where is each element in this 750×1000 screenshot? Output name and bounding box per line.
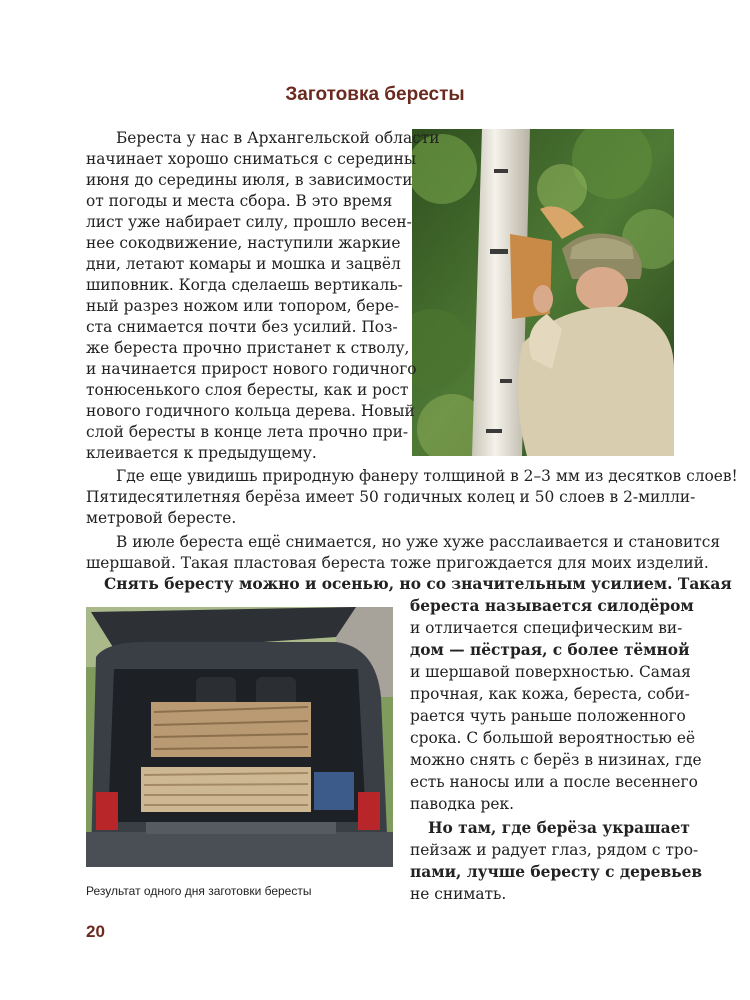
text-line: ста снимается почти без усилий. Поз- <box>86 318 398 336</box>
text-line: клеивается к предыдущему. <box>86 444 317 462</box>
text-line: есть наносы или а после весеннего <box>410 773 698 791</box>
text-line: нового годичного кольца дерева. Новый <box>86 402 415 420</box>
car-trunk-illustration <box>86 607 393 867</box>
text-line: и начинается прирост нового годичного <box>86 360 417 378</box>
text-line: от погоды и места сбора. В это время <box>86 192 393 210</box>
text-line: можно снять с берёз в низинах, где <box>410 751 702 769</box>
text-line: прочная, как кожа, береста, соби- <box>410 685 690 703</box>
text-line: июня до середины июля, в зависимости <box>86 171 413 189</box>
text-line: Береста у нас в Архангельской области <box>116 129 440 147</box>
text-line: дни, летают комары и мошка и зацвёл <box>86 255 401 273</box>
text-line: Пятидесятилетняя берёза имеет 50 годичных колец и 50 слоев в 2-милли- <box>86 488 696 506</box>
text-line-bold: береста называется силодёром <box>410 597 694 615</box>
text-line: Где еще увидишь природную фанеру толщиной в 2–3 мм из десятков слоев! <box>116 467 738 485</box>
photo-caption: Результат одного дня заготовки бересты <box>86 884 312 898</box>
page-title: Заготовка бересты <box>285 84 465 105</box>
text-line-bold: пами, лучше бересту с деревьев <box>410 863 703 881</box>
text-line-bold: Снять бересту можно и осенью, но со значительным усилием. Такая <box>104 575 732 593</box>
birch-bark-photo <box>412 129 674 456</box>
text-line: не снимать. <box>410 885 507 903</box>
text-line: метровой бересте. <box>86 509 237 527</box>
text-line: нее сокодвижение, наступили жаркие <box>86 234 401 252</box>
text-line-bold: дом — пёстрая, с более тёмной <box>410 641 690 659</box>
birch-bark-illustration <box>412 129 674 456</box>
car-trunk-photo <box>86 607 393 867</box>
text-line: пейзаж и радует глаз, рядом с тро- <box>410 841 699 859</box>
text-line: слой бересты в конце лета прочно при- <box>86 423 409 441</box>
text-line: срока. С большой вероятностью её <box>410 729 696 747</box>
text-line: ный разрез ножом или топором, бере- <box>86 297 400 315</box>
text-line: начинает хорошо сниматься с середины <box>86 150 417 168</box>
text-line: В июле береста ещё снимается, но уже хуже расслаивается и становится <box>116 533 721 551</box>
text-line: тонюсенького слоя бересты, как и рост <box>86 381 409 399</box>
text-line: лист уже набирает силу, прошло весен- <box>86 213 412 231</box>
text-line: рается чуть раньше положенного <box>410 707 686 725</box>
text-line-bold: Но там, где берёза украшает <box>428 819 690 837</box>
text-line: шершавой. Такая пластовая береста тоже пригождается для моих изделий. <box>86 554 709 572</box>
text-line: паводка рек. <box>410 795 514 813</box>
text-line: и шершавой поверхностью. Самая <box>410 663 691 681</box>
page-number: 20 <box>86 922 105 941</box>
text-line: шиповник. Когда сделаешь вертикаль- <box>86 276 403 294</box>
text-line: и отличается специфическим ви- <box>410 619 683 637</box>
text-line: же береста прочно пристанет к стволу, <box>86 339 410 357</box>
